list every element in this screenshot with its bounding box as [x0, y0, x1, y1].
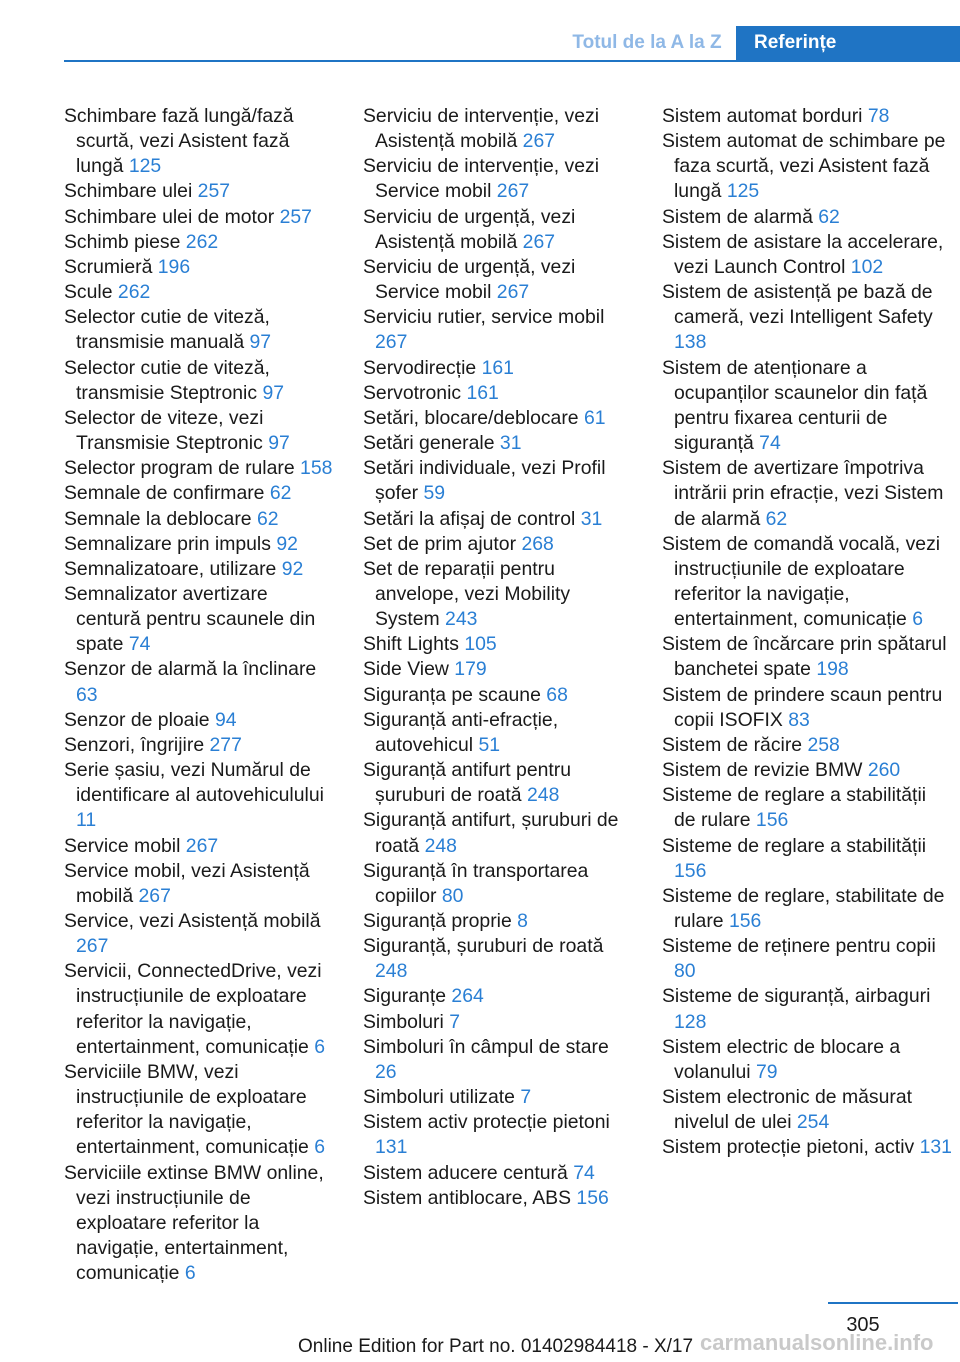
page-link[interactable]: 68: [546, 683, 568, 706]
page-link[interactable]: 248: [375, 960, 408, 983]
entry-text: Siguranță anti-efracție, autovehicul: [363, 708, 559, 756]
entry-text: Sisteme de reținere pentru copii: [662, 935, 936, 958]
entry-text: Sistem de comandă vocală, vezi instrucțiunile de exploatare referitor la navigație, entertainment, comunicație: [662, 532, 941, 631]
entry-text: Sistem automat borduri: [662, 105, 863, 127]
entry-text: Siguranță în transportarea copiilor: [363, 859, 589, 907]
index-entry: [64, 758, 336, 833]
entry-text: Simboluri: [363, 1010, 444, 1033]
page-link[interactable]: 7: [520, 1086, 532, 1109]
page-link[interactable]: 94: [214, 708, 237, 731]
entry-text: Simboluri în câmpul de stare: [363, 1035, 609, 1058]
page-link[interactable]: 131: [919, 1136, 952, 1159]
page-link[interactable]: 198: [816, 658, 849, 681]
entry-text: Schimbare fază lungă/fază scurtă, vezi Asistent fază lungă: [64, 105, 294, 178]
page-link[interactable]: 51: [478, 733, 501, 756]
index-entry: [363, 456, 635, 506]
watermark: carmanualsonline.info: [700, 1330, 934, 1355]
index-entry: [363, 255, 635, 305]
index-entry: [363, 557, 635, 632]
entry-text: Senzor de alarmă la înclinare: [64, 658, 317, 681]
index-entry: [363, 1085, 635, 1110]
entry-text: Scrumieră: [64, 255, 153, 278]
index-entry: [662, 1035, 952, 1085]
index-entry: [363, 984, 635, 1009]
entry-text: Schimbare ulei de motor: [64, 205, 275, 228]
entry-text: Service mobil: [64, 834, 181, 857]
entry-text: Service mobil, vezi Asistență mobilă: [64, 859, 310, 907]
page-link[interactable]: 128: [674, 1010, 707, 1033]
index-entry: [662, 984, 952, 1034]
page-link[interactable]: 62: [818, 205, 840, 228]
page-link[interactable]: 74: [759, 432, 781, 455]
entry-text: Sistem de avertizare împotriva intrării prin efracție, vezi Sistem de alarmă: [662, 457, 944, 530]
index-entry: [64, 557, 336, 582]
entry-text: Semnalizator avertizare centură pentru scaunele din spate: [64, 582, 316, 656]
page-link[interactable]: 61: [583, 406, 606, 429]
entry-text: Sistem de răcire: [662, 733, 803, 756]
index-entry: [363, 305, 635, 355]
entry-text: Serviciile extinse BMW online, vezi instrucțiunile de exploatare referitor la navigație, entertainment, comunicație: [64, 1161, 324, 1285]
entry-text: Servicii, ConnectedDrive, vezi instrucțiunile de exploatare referitor la navigație, entertainment, comunicație: [64, 960, 322, 1058]
index-entry: [363, 1035, 635, 1085]
entry-text: Sistem de prindere scaun pentru copii ISOFIX: [662, 683, 943, 731]
entry-text: Scule: [64, 281, 113, 304]
entry-text: Side View: [363, 658, 449, 681]
page-link[interactable]: 31: [580, 507, 603, 530]
page-link[interactable]: 97: [268, 432, 290, 455]
index-entry: [64, 834, 336, 859]
entry-text: Sistem automat de schimbare pe faza scurtă, vezi Asistent fază lungă: [662, 130, 946, 203]
entry-text: Senzor de ploaie: [64, 708, 210, 731]
page-link[interactable]: 243: [445, 608, 478, 631]
index-entry: [64, 708, 336, 733]
index-entry: [662, 104, 952, 129]
page-link[interactable]: 267: [138, 884, 171, 907]
index-column-2: [363, 104, 635, 1211]
index-entry: [662, 532, 952, 633]
index-entry: [64, 356, 336, 406]
page-link[interactable]: 158: [300, 457, 333, 480]
page-link[interactable]: 6: [184, 1262, 196, 1285]
entry-text: Sistem activ protecție pietoni: [363, 1111, 610, 1134]
entry-text: Sistem de asistare la accelerare, vezi Launch Control: [662, 230, 944, 278]
index-entry: [64, 481, 336, 506]
page-link[interactable]: 62: [256, 507, 279, 530]
index-entry: [363, 381, 635, 406]
page-link[interactable]: 196: [157, 255, 191, 278]
page-link[interactable]: 267: [76, 935, 109, 958]
entry-text: Semnale de confirmare: [64, 482, 265, 505]
index-entry: [363, 205, 635, 255]
entry-text: Sisteme de reglare a stabilității: [662, 834, 927, 857]
page-link[interactable]: 92: [276, 532, 298, 555]
index-entry: [64, 456, 336, 481]
section-title: Totul de la A la Z: [572, 32, 722, 53]
entry-text: Sistem electric de blocare a volanului: [662, 1035, 901, 1083]
page-link[interactable]: 161: [466, 381, 499, 404]
index-entry: [363, 632, 635, 657]
page-link[interactable]: 74: [573, 1161, 595, 1184]
entry-text: Serviciu de intervenție, vezi Service mobil: [363, 155, 600, 203]
entry-text: Sistem protecție pietoni, activ: [662, 1136, 915, 1159]
entry-text: Servotronic: [363, 381, 462, 404]
index-entry: [64, 532, 336, 557]
page-link[interactable]: 62: [269, 482, 292, 505]
edition-footer: Online Edition for Part no. 01402984418 - X/17: [298, 1336, 694, 1357]
index-entry: [662, 758, 952, 783]
index-entry: [363, 934, 635, 984]
page-link[interactable]: 267: [522, 230, 556, 253]
page-link[interactable]: 62: [765, 507, 788, 530]
entry-text: Serie șasiu, vezi Numărul de identificare al autovehiculului: [64, 759, 324, 807]
page-link[interactable]: 267: [185, 834, 219, 857]
index-entry: [64, 959, 336, 1060]
index-entry: [363, 507, 635, 532]
entry-text: Semnalizare prin impuls: [64, 532, 271, 555]
page-link[interactable]: 26: [375, 1060, 397, 1083]
entry-text: Setări la afișaj de control: [363, 507, 576, 530]
entry-text: Setări individuale, vezi Profil șofer: [363, 457, 606, 505]
index-entry: [64, 582, 336, 657]
index-entry: [662, 129, 952, 204]
page-link[interactable]: 125: [128, 155, 162, 178]
entry-text: Selector program de rulare: [64, 457, 295, 480]
index-entry: [662, 1135, 952, 1160]
entry-text: Siguranță proprie: [363, 910, 512, 932]
page-link[interactable]: 179: [454, 658, 487, 681]
page-link[interactable]: 156: [728, 910, 762, 932]
index-entry: [662, 934, 952, 984]
index-entry: [64, 280, 336, 305]
entry-text: Sisteme de reglare, stabilitate de rulare: [662, 884, 945, 932]
entry-text: Selector de viteze, vezi Transmisie Steptronic: [64, 406, 264, 455]
entry-text: Setări generale: [363, 432, 495, 455]
page-link[interactable]: 264: [451, 985, 484, 1008]
index-entry: [64, 305, 336, 355]
page-link[interactable]: 156: [576, 1186, 609, 1209]
index-entry: [363, 1186, 635, 1211]
entry-text: Serviciu de urgență, vezi Service mobil: [363, 255, 576, 304]
entry-text: Selector cutie de viteză, transmisie Steptronic: [64, 356, 270, 404]
index-entry: [662, 230, 952, 280]
page-link[interactable]: 254: [796, 1111, 830, 1134]
page-link[interactable]: 257: [279, 205, 312, 228]
entry-text: Senzori, îngrijire: [64, 733, 205, 756]
entry-text: Siguranța pe scaune: [363, 683, 541, 706]
entry-text: Schimbare ulei: [64, 180, 193, 203]
page-link[interactable]: 6: [314, 1136, 325, 1159]
page-link[interactable]: 92: [281, 557, 304, 580]
page-link[interactable]: 7: [449, 1010, 461, 1033]
page-link[interactable]: 257: [197, 180, 231, 203]
index-entry: [363, 909, 635, 934]
page-link[interactable]: 156: [755, 809, 789, 832]
page-link[interactable]: 161: [481, 356, 514, 379]
page-link[interactable]: 79: [755, 1060, 778, 1083]
index-entry: [662, 280, 952, 355]
index-entry: [662, 632, 952, 682]
entry-text: Serviciile BMW, vezi instrucțiunile de exploatare referitor la navigație, entertainment, comunicație: [64, 1060, 309, 1159]
index-entry: [363, 356, 635, 381]
page-link[interactable]: 80: [674, 960, 696, 983]
index-entry: [363, 532, 635, 557]
entry-text: Serviciu rutier, service mobil: [363, 306, 605, 329]
index-entry: [363, 657, 635, 682]
index-entry: [64, 909, 336, 959]
entry-text: Sistem de alarmă: [662, 205, 813, 228]
entry-text: Serviciu de intervenție, vezi Asistență mobilă: [363, 105, 600, 153]
page-link[interactable]: 31: [499, 432, 522, 455]
index-column-3: [662, 104, 952, 1161]
page-link[interactable]: 258: [807, 733, 840, 756]
entry-text: Sistem antiblocare, ABS: [363, 1186, 572, 1209]
entry-text: Semnale la deblocare: [64, 507, 252, 530]
page-link[interactable]: 63: [76, 683, 98, 706]
entry-text: Selector cutie de viteză, transmisie manuală: [64, 306, 270, 354]
index-entry: [363, 431, 635, 456]
index-entry: [662, 1085, 952, 1135]
index-entry: [363, 104, 635, 154]
chapter-tab: Referințe: [736, 26, 960, 62]
page-link[interactable]: 105: [464, 633, 497, 656]
page-link[interactable]: 138: [674, 331, 707, 354]
page-link[interactable]: 8: [517, 910, 528, 932]
page-link[interactable]: 267: [496, 281, 530, 304]
page-link[interactable]: 102: [850, 255, 884, 278]
entry-text: Siguranță antifurt pentru șuruburi de roată: [363, 759, 572, 807]
index-entry: [64, 406, 336, 456]
entry-text: Setări, blocare/deblocare: [363, 406, 579, 429]
index-entry: [363, 758, 635, 808]
page-link[interactable]: 267: [522, 130, 556, 153]
page-number: 305: [846, 1314, 880, 1336]
page-link[interactable]: 6: [314, 1035, 325, 1058]
entry-text: Siguranțe: [363, 985, 447, 1008]
entry-text: Set de prim ajutor: [363, 532, 517, 555]
entry-text: Siguranță, șuruburi de roată: [363, 935, 604, 958]
page-link[interactable]: 97: [249, 331, 272, 354]
index-column-1: [64, 104, 336, 1286]
footer-rule: [828, 1302, 958, 1304]
entry-text: Sistem de asistență pe bază de cameră, vezi Intelligent Safety: [662, 281, 933, 329]
index-entry: [64, 859, 336, 909]
index-entry: [662, 783, 952, 833]
index-entry: [363, 1161, 635, 1186]
page-link[interactable]: 277: [209, 733, 242, 756]
page-link[interactable]: 262: [117, 281, 151, 304]
index-entry: [662, 205, 952, 230]
index-entry: [363, 808, 635, 858]
index-entry: [363, 406, 635, 431]
page-link[interactable]: 125: [726, 180, 760, 203]
entry-text: Set de reparații pentru anvelope, vezi Mobility System: [363, 557, 571, 631]
page-link[interactable]: 97: [262, 381, 285, 404]
page-link[interactable]: 156: [674, 859, 707, 882]
page-link[interactable]: 80: [441, 884, 464, 907]
index-entry: [64, 104, 336, 179]
page-link[interactable]: 248: [527, 784, 560, 807]
page-link[interactable]: 248: [424, 834, 457, 857]
page-link[interactable]: 268: [521, 532, 554, 555]
entry-text: Siguranță antifurt, șuruburi de roată: [363, 809, 619, 857]
index-entry: [64, 733, 336, 758]
entry-text: Sisteme de reglare a stabilității de rulare: [662, 784, 927, 832]
index-entry: [64, 1060, 336, 1161]
page-link[interactable]: 83: [788, 708, 810, 731]
index-entry: [363, 859, 635, 909]
index-entry: [64, 507, 336, 532]
page-link[interactable]: 78: [867, 105, 890, 127]
page-link[interactable]: 267: [375, 331, 408, 354]
entry-text: Sistem de atenționare a ocupanților scaunelor din față pentru fixarea centurii de siguranță: [662, 356, 928, 455]
index-entry: [64, 205, 336, 230]
entry-text: Serviciu de urgență, vezi Asistență mobilă: [363, 205, 576, 253]
entry-text: Sistem aducere centură: [363, 1161, 568, 1184]
entry-text: Shift Lights: [363, 633, 459, 656]
page-link[interactable]: 6: [912, 608, 923, 631]
page-header: [0, 0, 960, 62]
index-entry: [662, 356, 952, 457]
page-link[interactable]: 11: [76, 809, 97, 832]
entry-text: Sistem electronic de măsurat nivelul de ulei: [662, 1086, 913, 1134]
entry-text: Schimb piese: [64, 230, 181, 253]
entry-text: Sistem de revizie BMW: [662, 759, 863, 782]
index-entry: [363, 708, 635, 758]
index-entry: [363, 1010, 635, 1035]
page-link[interactable]: 74: [128, 633, 151, 656]
page-link[interactable]: 131: [375, 1136, 408, 1159]
entry-text: Sistem de încărcare prin spătarul banchetei spate: [662, 633, 947, 681]
index-entry: [363, 1110, 635, 1160]
page-link[interactable]: 59: [423, 482, 446, 505]
index-entry: [363, 683, 635, 708]
index-entry: [64, 657, 336, 707]
index-entry: [64, 179, 336, 204]
entry-text: Simboluri utilizate: [363, 1086, 515, 1109]
index-entry: [662, 834, 952, 884]
index-entry: [662, 456, 952, 531]
header-rule: [64, 60, 960, 62]
page-link[interactable]: 262: [185, 230, 219, 253]
entry-text: Sisteme de siguranță, airbaguri: [662, 985, 931, 1008]
page-link[interactable]: 260: [867, 759, 901, 782]
index-entry: [662, 884, 952, 934]
entry-text: Servodirecție: [363, 356, 477, 379]
page-link[interactable]: 267: [496, 180, 530, 203]
index-entry: [662, 733, 952, 758]
index-entry: [64, 255, 336, 280]
entry-text: Semnalizatoare, utilizare: [64, 557, 277, 580]
index-entry: [64, 230, 336, 255]
index-entry-continued: [64, 1161, 336, 1287]
entry-text: Service, vezi Asistență mobilă: [64, 910, 321, 932]
index-entry: [363, 154, 635, 204]
index-entry: [662, 683, 952, 733]
